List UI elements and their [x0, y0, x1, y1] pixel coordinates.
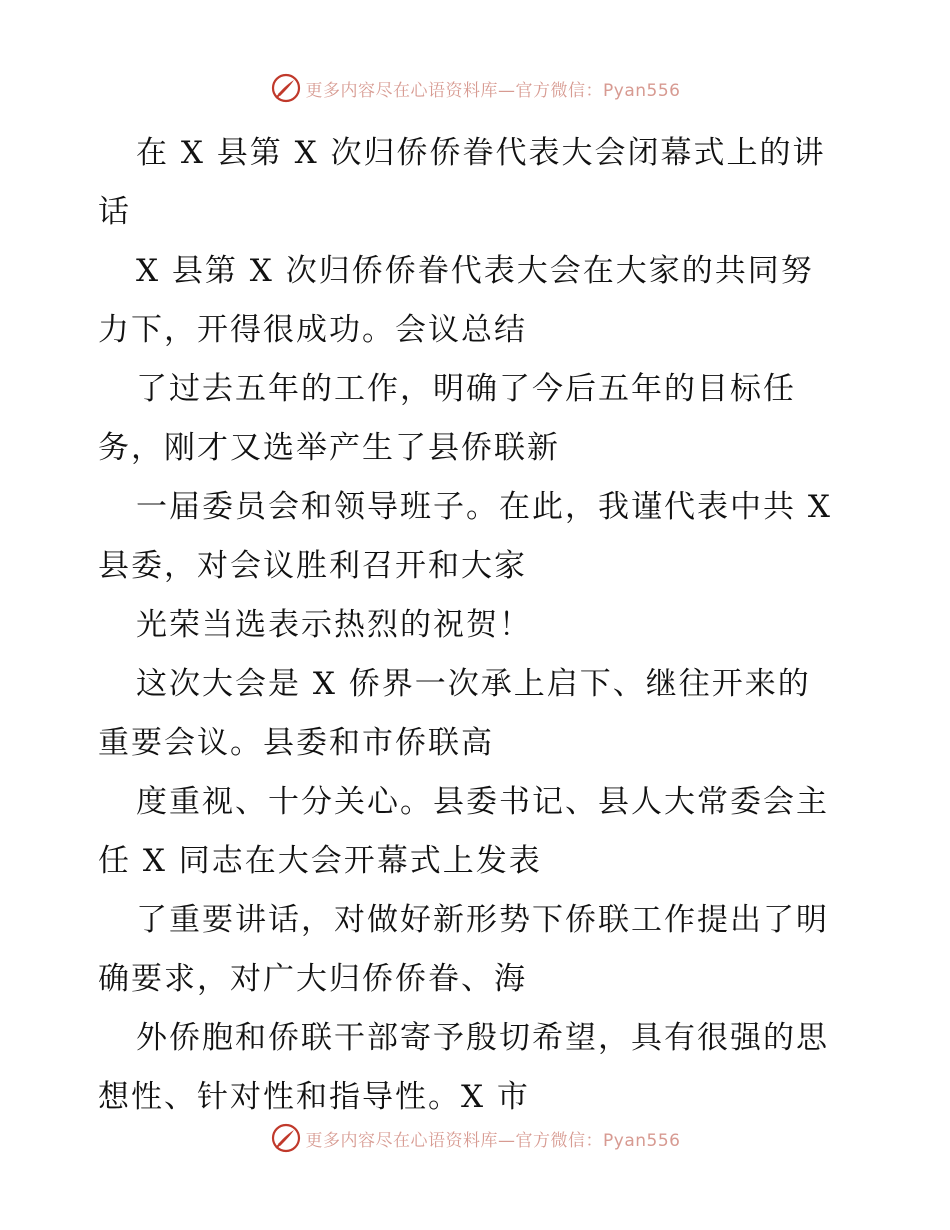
- paragraph-line: 了过去五年的工作，明确了今后五年的目标任: [136, 371, 796, 407]
- paragraph-line: 任 X 同志在大会开幕式上发表: [98, 843, 542, 879]
- header-watermark: [0, 72, 950, 104]
- paragraph-line: 了重要讲话，对做好新形势下侨联工作提出了明: [136, 902, 829, 938]
- watermark-text: 更多内容尽在心语资料库—官方微信：Pyan556: [305, 80, 681, 101]
- paragraph-line: 务，刚才又选举产生了县侨联新: [98, 430, 560, 466]
- paragraph-line: 确要求，对广大归侨侨眷、海: [98, 961, 527, 997]
- watermark-text: 更多内容尽在心语资料库—官方微信：Pyan556: [305, 1130, 681, 1151]
- paragraph-line: 光荣当选表示热烈的祝贺！: [136, 607, 532, 643]
- document-body: [98, 124, 858, 1127]
- paragraph-line: 力下，开得很成功。会议总结: [98, 312, 527, 348]
- document-title-line-2: 话: [98, 194, 131, 230]
- paragraph-line: 度重视、十分关心。县委书记、县人大常委会主: [136, 784, 829, 820]
- paragraph-line: X 县第 X 次归侨侨眷代表大会在大家的共同努: [136, 253, 814, 289]
- paragraph-line: 县委，对会议胜利召开和大家: [98, 548, 527, 584]
- paragraph-line: 想性、针对性和指导性。X 市: [98, 1079, 530, 1115]
- paragraph-line: 这次大会是 X 侨界一次承上启下、继往开来的: [136, 666, 811, 702]
- quill-seal-icon: [270, 1122, 302, 1154]
- paragraph-line: 外侨胞和侨联干部寄予殷切希望，具有很强的思: [136, 1020, 829, 1056]
- document-title-line-1: 在 X 县第 X 次归侨侨眷代表大会闭幕式上的讲: [136, 135, 826, 171]
- paragraph-line: 重要会议。县委和市侨联高: [98, 725, 494, 761]
- paragraph-line: 一届委员会和领导班子。在此，我谨代表中共 X: [136, 489, 832, 525]
- quill-seal-icon: [270, 72, 302, 104]
- footer-watermark: [0, 1122, 950, 1154]
